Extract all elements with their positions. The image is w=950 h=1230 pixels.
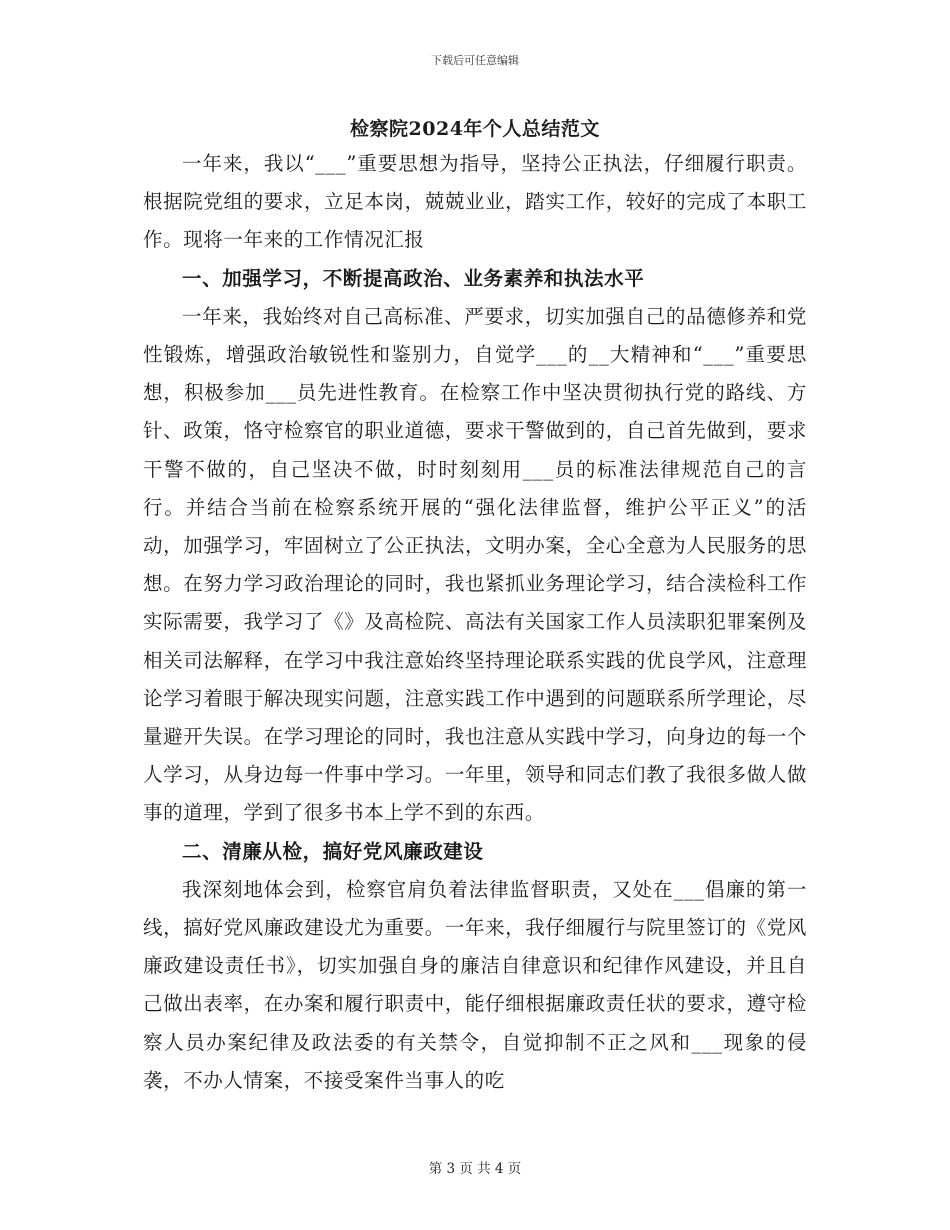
paragraph-intro: 一年来，我以“___”重要思想为指导，坚持公正执法，仔细履行职责。根据院党组的要求，立足本岗，兢兢业业，踏实工作，较好的完成了本职工作。现将一年来的工作情况汇报 [143, 152, 807, 252]
paragraph-section-2: 我深刻地体会到，检察官肩负着法律监督职责，又处在___倡廉的第一线，搞好党风廉政建设尤为重要。一年来，我仔细履行与院里签订的《党风廉政建设责任书》，切实加强自身的廉洁自律意识和纪律作风建设，并且自己做出表率，在办案和履行职责中，能仔细根据廉政责任状的要求，遵守检察人员办案纪律及政法委的有关禁令，自觉抑制不正之风和___现象的侵袭，不办人情案，不接受案件当事人的吃 [143, 877, 807, 1092]
section-heading-2: 二、清廉从检，搞好党风廉政建设 [182, 839, 484, 863]
header-note: 下载后可任意编辑 [431, 54, 519, 67]
paragraph-section-1: 一年来，我始终对自己高标准、严要求，切实加强自己的品德修养和党性锻炼，增强政治敏锐性和鉴别力，自觉学___的__大精神和“___”重要思想，积极参加___员先进性教育。在检察工作中坚决贯彻执行党的路线、方针、政策，恪守检察官的职业道德，要求干警做到的，自己首先做到，要求干警不做的，自己坚决不做，时时刻刻用___员的标准法律规范自己的言行。并结合当前在检察系统开展的“强化法律监督，维护公平正义”的活动，加强学习，牢固树立了公正执法，文明办案，全心全意为人民服务的思想。在努力学习政治理论的同时，我也紧抓业务理论学习，结合渎检科工作实际需要，我学习了《》及高检院、高法有关国家工作人员渎职犯罪案例及相关司法解释，在学习中我注意始终坚持理论联系实践的优良学风，注意理论学习着眼于解决现实问题，注意实践工作中遇到的问题联系所学理论，尽量避开失误。在学习理论的同时，我也注意从实践中学习，向身边的每一个人学习，从身边每一件事中学习。一年里，领导和同志们教了我很多做人做事的道理，学到了很多书本上学不到的东西。 [143, 304, 807, 825]
document-body [143, 145, 807, 1100]
section-heading-1: 一、加强学习，不断提高政治、业务素养和执法水平 [182, 266, 645, 290]
page-number: 第 3 页 共 4 页 [428, 1161, 522, 1177]
document-title: 检察院2024年个人总结范文 [350, 118, 600, 140]
